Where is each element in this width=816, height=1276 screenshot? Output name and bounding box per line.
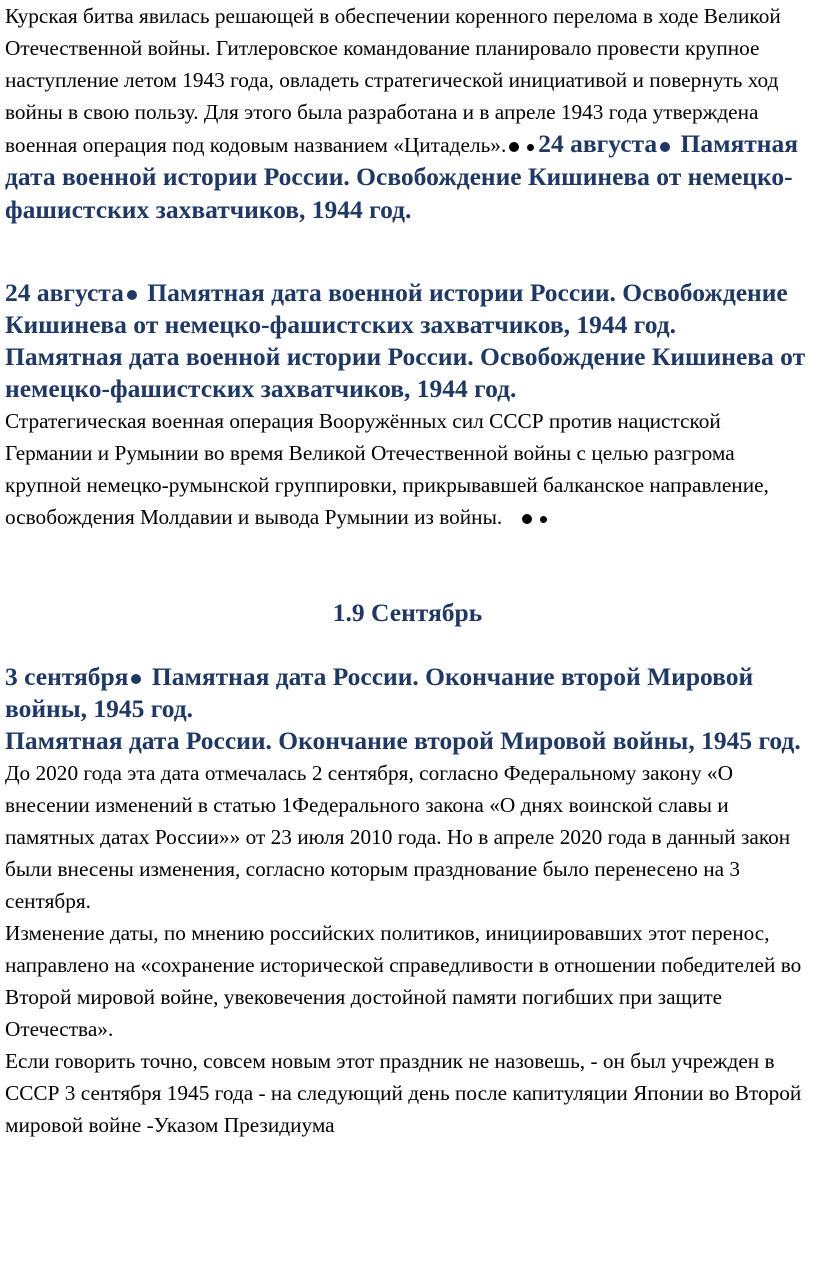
spacer — [5, 629, 810, 661]
aug24-body — [5, 405, 810, 533]
sep3-paragraph-1: До 2020 года эта дата отмечалась 2 сентября, согласно Федеральному закону «О внесении изменений в статью 1Федерального закона «О днях воинской славы и памятных датах России»» от 23 июля 2010 года. Но в апреле 2020 года в данный закон были внесены изменения, согласно которым празднование было перенесено на 3 сентября. — [5, 761, 791, 913]
aug24-heading — [5, 277, 810, 341]
bullet-icon — [522, 514, 532, 524]
intro-heading-rest: Памятная дата военной истории России. Освобождение Кишинева от немецко-фашистских захватчиков, 1944 год. — [5, 129, 799, 224]
aug24-body-text: Стратегическая военная операция Вооружённых сил СССР против нацистской Германии и Румынии во время Великой Отечественной войны с целью разгрома крупной немецко-румынской группировки, прикрывавшей балканское направление, освобождения Молдавии и вывода Румынии из войны. — [5, 409, 769, 529]
spacer — [5, 227, 810, 277]
sep3-heading-date: 3 сентября — [5, 662, 129, 691]
aug24-heading-rest: Памятная дата военной истории России. Освобождение Кишинева от немецко-фашистских захватчиков, 1944 год. — [5, 278, 788, 339]
intro-heading-date: 24 августа — [538, 129, 658, 158]
intro-text: Курская битва явилась решающей в обеспечении коренного перелома в ходе Великой Отечественной войны. Гитлеровское командование планировало провести крупное наступление летом 1943 года, овладеть стратегической инициативой и повернуть ход войны в свою пользу. Для этого была разработана и в апреле 1943 года утверждена военная операция под кодовым названием «Цитадель». — [5, 4, 781, 157]
spacer — [5, 533, 810, 597]
bullet-icon — [127, 290, 137, 300]
september-section-title: 1.9 Сентябрь — [332, 598, 483, 627]
sep3-paragraph-3: Если говорить точно, совсем новым этот праздник не назовешь, - он был учрежден в СССР 3 сентября 1945 года - на следующий день после капитуляции Японии во Второй мировой войне -Указом Президиума — [5, 1049, 802, 1137]
aug24-subheading: Памятная дата военной истории России. Освобождение Кишинева от немецко-фашистских захватчиков, 1944 год. — [5, 342, 806, 403]
sep3-paragraph-2: Изменение даты, по мнению российских политиков, инициировавших этот перенос, направлено на «сохранение исторической справедливости в отношении победителей во Второй мировой войне, увековечения достойной памяти погибших при защите Отечества». — [5, 921, 802, 1041]
bullet-icon — [540, 516, 547, 523]
aug24-heading-date: 24 августа — [5, 278, 124, 307]
bullet-icon — [131, 674, 141, 684]
sep3-heading — [5, 661, 810, 725]
bullet-icon — [527, 144, 534, 151]
bullet-icon — [509, 142, 519, 152]
bullet-icon — [660, 142, 670, 152]
sep3-heading-rest: Памятная дата России. Окончание второй Мировой войны, 1945 год. — [5, 662, 754, 723]
sep3-subheading: Памятная дата России. Окончание второй Мировой войны, 1945 год. — [5, 726, 801, 755]
intro-paragraph — [5, 0, 810, 227]
